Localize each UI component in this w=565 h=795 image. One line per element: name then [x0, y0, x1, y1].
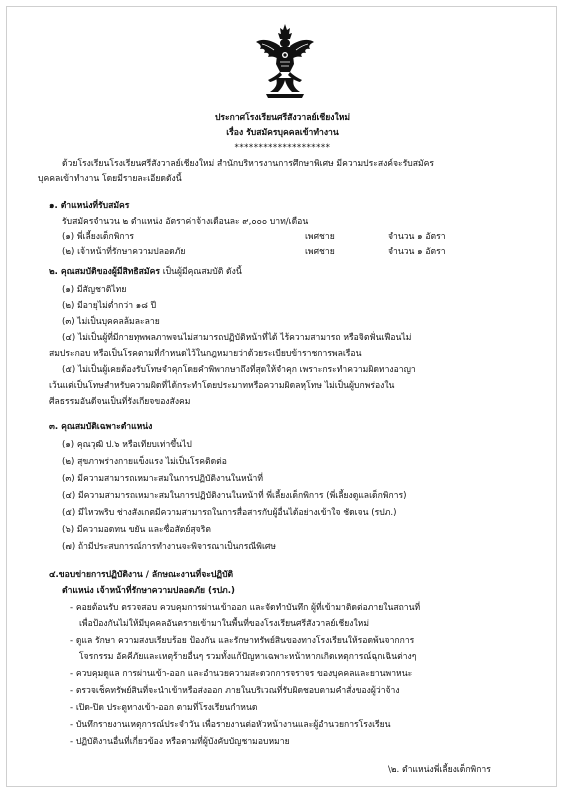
duty-1: - คอยต้อนรับ ตรวจสอบ ควบคุมการผ่านเข้าออก และจัดทำบันทึก ผู้ที่เข้ามาติดต่อภายในสถานที่ [70, 603, 421, 613]
qualification-2: (๒) มีอายุไม่ต่ำกว่า ๑๘ ปี [62, 301, 157, 311]
section-2-heading-suffix: เป็นผู้มีคุณสมบัติ ดังนี้ [162, 267, 242, 277]
position-1-count: จำนวน ๑ อัตรา [388, 232, 446, 242]
specific-qualification-2: (๒) สุขภาพร่างกายแข็งแรง ไม่เป็นโรคติดต่อ [62, 457, 227, 467]
intro-line-1: ด้วยโรงเรียนโรงเรียนศรีสังวาลย์เชียงใหม่ สำนักบริหารงานการศึกษาพิเศษ มีความประสงค์จะรับสมัคร [62, 159, 435, 169]
duty-7: - ปฏิบัติงานอื่นที่เกี่ยวข้อง หรือตามที่ผู้บังคับบัญชามอบหมาย [70, 737, 290, 747]
section-4-subheading: ตำแหน่ง เจ้าหน้าที่รักษาความปลอดภัย (รปภ.) [62, 586, 235, 596]
qualification-3: (๓) ไม่เป็นบุคคลล้มละลาย [62, 317, 160, 327]
qualification-5-cont-1: เว้นแต่เป็นโทษสำหรับความผิดที่ได้กระทำโดยประมาทหรือความผิดลหุโทษ ไม่เป็นผู้บกพร่องใน [49, 381, 395, 391]
announcement-subject: เรื่อง รับสมัครบุคคลเข้าทำงาน [226, 128, 339, 138]
position-1-gender: เพศชาย [305, 232, 335, 242]
duty-2-cont: โจรกรรม อัคคีภัยและเหตุร้ายอื่นๆ รวมทั้งแก้ปัญหาเฉพาะหน้าหากเกิดเหตุการณ์ฉุกเฉินต่างๆ [79, 652, 417, 662]
duty-4: - ตรวจเช็คทรัพย์สินที่จะนำเข้าหรือส่งออก ภายในบริเวณที่รับผิดชอบตามคำสั่งของผู้ว่าจ้าง [70, 686, 400, 696]
position-2-count: จำนวน ๑ อัตรา [388, 247, 446, 257]
duty-1-cont: เพื่อป้องกันไม่ให้มีบุคคลอันตรายเข้ามาในพื้นที่ของโรงเรียนศรีสังวาลย์เชียงใหม่ [79, 619, 369, 629]
qualification-5-cont-2: ศีลธรรมอันดีจนเป็นที่รังเกียจของสังคม [49, 397, 191, 407]
duty-6: - บันทึกรายงานเหตุการณ์ประจำวัน เพื่อรายงานต่อหัวหน้างานและผู้อำนวยการโรงเรียน [70, 720, 391, 730]
qualification-1: (๑) มีสัญชาติไทย [62, 285, 127, 295]
specific-qualification-4: (๔) มีความสามารถเหมาะสมในการปฏิบัติงานในหน้าที่ พี่เลี้ยงเด็กพิการ (พี่เลี้ยงดูแลเด็กพิการ) [62, 491, 407, 501]
qualification-4: (๔) ไม่เป็นผู้ที่มีกายทุพพลภาพจนไม่สามารถปฏิบัติหน้าที่ได้ ไร้ความสามารถ หรือจิตฟั่นเฟือนไม่ [62, 333, 412, 343]
specific-qualification-3: (๓) มีความสามารถเหมาะสมในการปฏิบัติงานในหน้าที่ [62, 474, 264, 484]
garuda-emblem-icon [254, 22, 316, 100]
qualification-5: (๕) ไม่เป็นผู้เคยต้องรับโทษจำคุกโดยคำพิพากษาถึงที่สุดให้จำคุก เพราะกระทำความผิดทางอาญา [62, 365, 416, 375]
section-1-heading: ๑. ตำแหน่งที่รับสมัคร [49, 201, 130, 211]
title-separator: ******************** [234, 143, 331, 153]
section-2-heading: ๒. คุณสมบัติของผู้มีสิทธิสมัคร [49, 267, 160, 277]
section-4-heading: ๔.ขอบข่ายการปฏิบัติงาน / ลักษณะงานที่จะปฏิบัติ [49, 570, 234, 580]
position-2-name: (๒) เจ้าหน้าที่รักษาความปลอดภัย [62, 247, 186, 257]
duty-2: - ดูแล รักษา ความสงบเรียบร้อย ป้องกัน และรักษาทรัพย์สินของทางโรงเรียนให้รอดพ้นจากการ [70, 636, 415, 646]
intro-line-2: บุคคลเข้าทำงาน โดยมีรายละเอียดดังนี้ [38, 174, 182, 184]
specific-qualification-6: (๖) มีความอดทน ขยัน และซื่อสัตย์สุจริต [62, 525, 211, 535]
specific-qualification-7: (๗) ถ้ามีประสบการณ์การทำงานจะพิจารณาเป็นกรณีพิเศษ [62, 542, 277, 552]
section-3-heading: ๓. คุณสมบัติเฉพาะตำแหน่ง [49, 422, 153, 432]
position-1-name: (๑) พี่เลี้ยงเด็กพิการ [62, 232, 135, 242]
duty-3: - ควบคุมดูแล การผ่านเข้า-ออก และอำนวยความสะดวกการจราจร ของบุคคลและยานพาหนะ [70, 669, 413, 679]
duty-5: - เปิด-ปิด ประตูทางเข้า-ออก ตามที่โรงเรียนกำหนด [70, 703, 258, 713]
continuation-note: \๒. ตำแหน่งพี่เลี้ยงเด็กพิการ [388, 765, 491, 775]
specific-qualification-1: (๑) คุณวุฒิ ป.๖ หรือเทียบเท่าขึ้นไป [62, 440, 192, 450]
specific-qualification-5: (๕) มีไหวพริบ ช่างสังเกตมีความสามารถในการสื่อสารกับผู้อื่นได้อย่างเข้าใจ ชัดเจน (รปภ.) [62, 508, 397, 518]
section-1-summary: รับสมัครจำนวน ๒ ตำแหน่ง อัตราค่าจ้างเดือนละ ๙,๐๐๐ บาท/เดือน [62, 217, 309, 227]
position-2-gender: เพศชาย [305, 247, 335, 257]
announcement-title: ประกาศโรงเรียนศรีสังวาลย์เชียงใหม่ [214, 113, 351, 123]
qualification-4-cont: สมประกอบ หรือเป็นโรคตามที่กำหนดไว้ในกฎหมายว่าด้วยระเบียบข้าราชการพลเรือน [49, 349, 362, 359]
section-2-heading-row [49, 266, 242, 278]
